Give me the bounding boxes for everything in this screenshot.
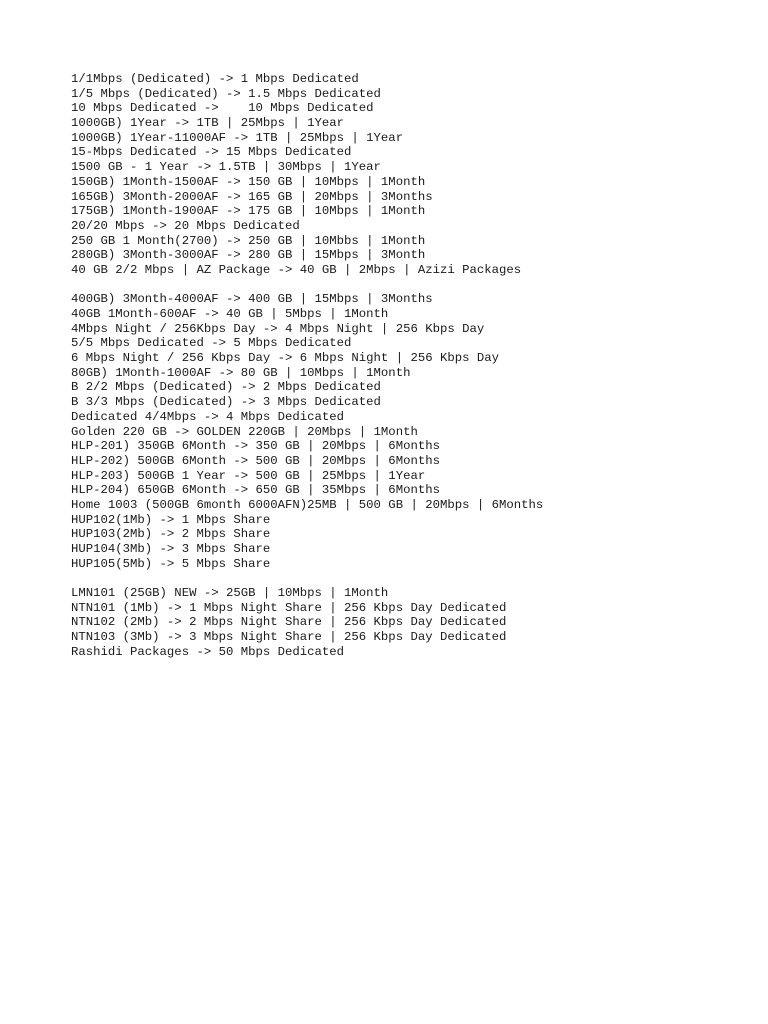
package-line: Home 1003 (500GB 6month 6000AFN)25MB | 500 GB | 20Mbps | 6Months bbox=[71, 497, 544, 512]
package-line: 1/1Mbps (Dedicated) -> 1 Mbps Dedicated bbox=[71, 72, 359, 86]
package-line: 1500 GB - 1 Year -> 1.5TB | 30Mbps | 1Year bbox=[71, 160, 381, 175]
package-line: 80GB) 1Month-1000AF -> 80 GB | 10Mbps | 1Month bbox=[71, 365, 411, 380]
package-group bbox=[71, 586, 751, 659]
package-line: HLP-204) 650GB 6Month -> 650 GB | 35Mbps | 6Months bbox=[71, 483, 440, 498]
package-line: 20/20 Mbps -> 20 Mbps Dedicated bbox=[71, 218, 300, 233]
package-group bbox=[71, 292, 751, 571]
package-line: 400GB) 3Month-4000AF -> 400 GB | 15Mbps | 3Months bbox=[71, 292, 433, 307]
package-line: HLP-201) 350GB 6Month -> 350 GB | 20Mbps | 6Months bbox=[71, 439, 440, 454]
package-line: Dedicated 4/4Mbps -> 4 Mbps Dedicated bbox=[71, 409, 345, 424]
package-line: 4Mbps Night / 256Kbps Day -> 4 Mbps Night | 256 Kbps Day bbox=[71, 321, 485, 336]
package-line: NTN103 (3Mb) -> 3 Mbps Night Share | 256 Kbps Day Dedicated bbox=[71, 630, 507, 645]
package-line: HUP103(2Mb) -> 2 Mbps Share bbox=[71, 527, 271, 542]
package-line: NTN102 (2Mb) -> 2 Mbps Night Share | 256 Kbps Day Dedicated bbox=[71, 615, 507, 630]
package-line: 10 Mbps Dedicated -> 10 Mbps Dedicated bbox=[71, 101, 374, 116]
package-line: LMN101 (25GB) NEW -> 25GB | 10Mbps | 1Month bbox=[71, 586, 389, 601]
package-line: 1000GB) 1Year -> 1TB | 25Mbps | 1Year bbox=[71, 116, 345, 131]
package-line: HUP104(3Mb) -> 3 Mbps Share bbox=[71, 542, 271, 556]
package-group bbox=[71, 72, 751, 278]
package-line: 250 GB 1 Month(2700) -> 250 GB | 10Mbbs | 1Month bbox=[71, 233, 426, 248]
package-line: Rashidi Packages -> 50 Mbps Dedicated bbox=[71, 644, 345, 659]
package-line: B 2/2 Mbps (Dedicated) -> 2 Mbps Dedicated bbox=[71, 380, 381, 395]
package-line: 150GB) 1Month-1500AF -> 150 GB | 10Mbps | 1Month bbox=[71, 174, 426, 189]
package-line: 165GB) 3Month-2000AF -> 165 GB | 20Mbps | 3Months bbox=[71, 189, 433, 204]
package-line: 6 Mbps Night / 256 Kbps Day -> 6 Mbps Night | 256 Kbps Day bbox=[71, 351, 500, 366]
package-line: HLP-203) 500GB 1 Year -> 500 GB | 25Mbps | 1Year bbox=[71, 468, 426, 483]
package-line: 5/5 Mbps Dedicated -> 5 Mbps Dedicated bbox=[71, 336, 352, 351]
package-line: 1000GB) 1Year-11000AF -> 1TB | 25Mbps | 1Year bbox=[71, 130, 404, 145]
package-line: 40GB 1Month-600AF -> 40 GB | 5Mbps | 1Month bbox=[71, 307, 389, 321]
package-line: 1/5 Mbps (Dedicated) -> 1.5 Mbps Dedicated bbox=[71, 86, 381, 101]
package-line: 40 GB 2/2 Mbps | AZ Package -> 40 GB | 2Mbps | Azizi Packages bbox=[71, 262, 522, 277]
package-line: Golden 220 GB -> GOLDEN 220GB | 20Mbps | 1Month bbox=[71, 424, 418, 439]
package-line: HUP105(5Mb) -> 5 Mbps Share bbox=[71, 556, 271, 571]
package-line: HLP-202) 500GB 6Month -> 500 GB | 20Mbps | 6Months bbox=[71, 453, 440, 468]
package-line: 280GB) 3Month-3000AF -> 280 GB | 15Mbps | 3Month bbox=[71, 248, 426, 263]
package-line: NTN101 (1Mb) -> 1 Mbps Night Share | 256 Kbps Day Dedicated bbox=[71, 600, 507, 615]
package-line: HUP102(1Mb) -> 1 Mbps Share bbox=[71, 512, 271, 527]
package-line: 15-Mbps Dedicated -> 15 Mbps Dedicated bbox=[71, 145, 352, 160]
package-line: B 3/3 Mbps (Dedicated) -> 3 Mbps Dedicated bbox=[71, 395, 381, 410]
package-line: 175GB) 1Month-1900AF -> 175 GB | 10Mbps | 1Month bbox=[71, 204, 426, 219]
package-list-document bbox=[71, 72, 751, 660]
